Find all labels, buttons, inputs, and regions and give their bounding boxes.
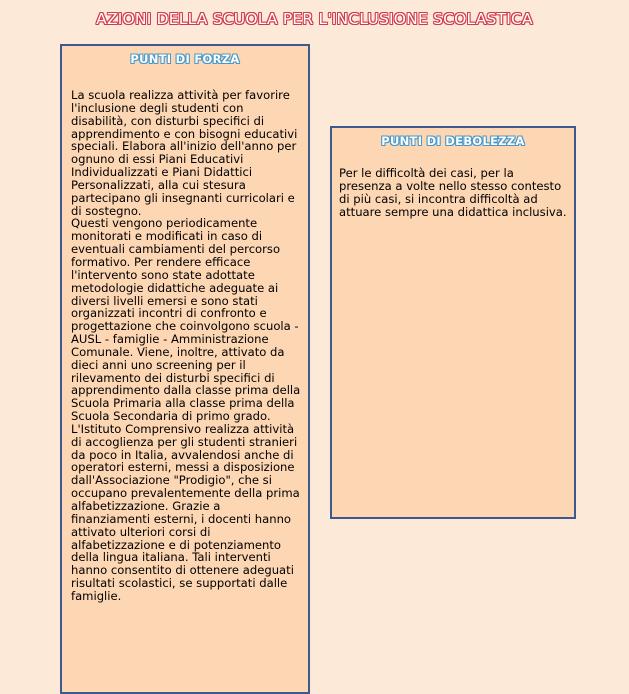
strengths-heading: PUNTI DI FORZA [130, 52, 240, 66]
page-title: AZIONI DELLA SCUOLA PER L'INCLUSIONE SCOLASTICA [96, 10, 533, 28]
strengths-text: La scuola realizza attività per favorire l'inclusione degli studenti con disabilità, con disturbi specifici di apprendimento e con bisogni educativi speciali. Elabora all'inizio dell'anno per ognuno di essi Piani Educativi Individualizzati e Piani Didattici Personalizzati, alla cui stesura partecipano gli insegnanti curricolari e di sostegno. Questi vengono periodicamente monitorati e modificati in caso di eventuali cambiamenti del percorso formativo. Per rendere efficace l'intervento sono state adottate metodologie didattiche adeguate ai diversi livelli emersi e sono stati organizzati incontri di confronto e progettazione che coinvolgono scuola - AUSL - famiglie - Amministrazione Comunale. Viene, inoltre, attivato da dieci anni uno screening per il rilevamento dei disturbi specifici di apprendimento dalla classe prima della Scuola Primaria alla classe prima della Scuola Secondaria di primo grado. L'Istituto Comprensivo realizza attività di accoglienza per gli studenti stranieri da poco in Italia, avvalendosi anche di operatori esterni, messi a disposizione dall'Associazione "Prodigio", che si occupano prevalentemente della prima alfabetizzazione. Grazie a finanziamenti esterni, i docenti hanno attivato ulteriori corsi di alfabetizzazione e di potenziamento della lingua italiana. Tali interventi hanno consentito di ottenere adeguati risultati scolastici, se supportati dalle famiglie. [71, 88, 301, 603]
strengths-panel [60, 44, 310, 694]
weaknesses-heading: PUNTI DI DEBOLEZZA [381, 134, 525, 148]
weaknesses-text: Per le difficoltà dei casi, per la presenza a volte nello stesso contesto di più casi, si incontra difficoltà ad attuare sempre una didattica inclusiva. [339, 166, 567, 219]
weaknesses-panel [330, 126, 576, 519]
